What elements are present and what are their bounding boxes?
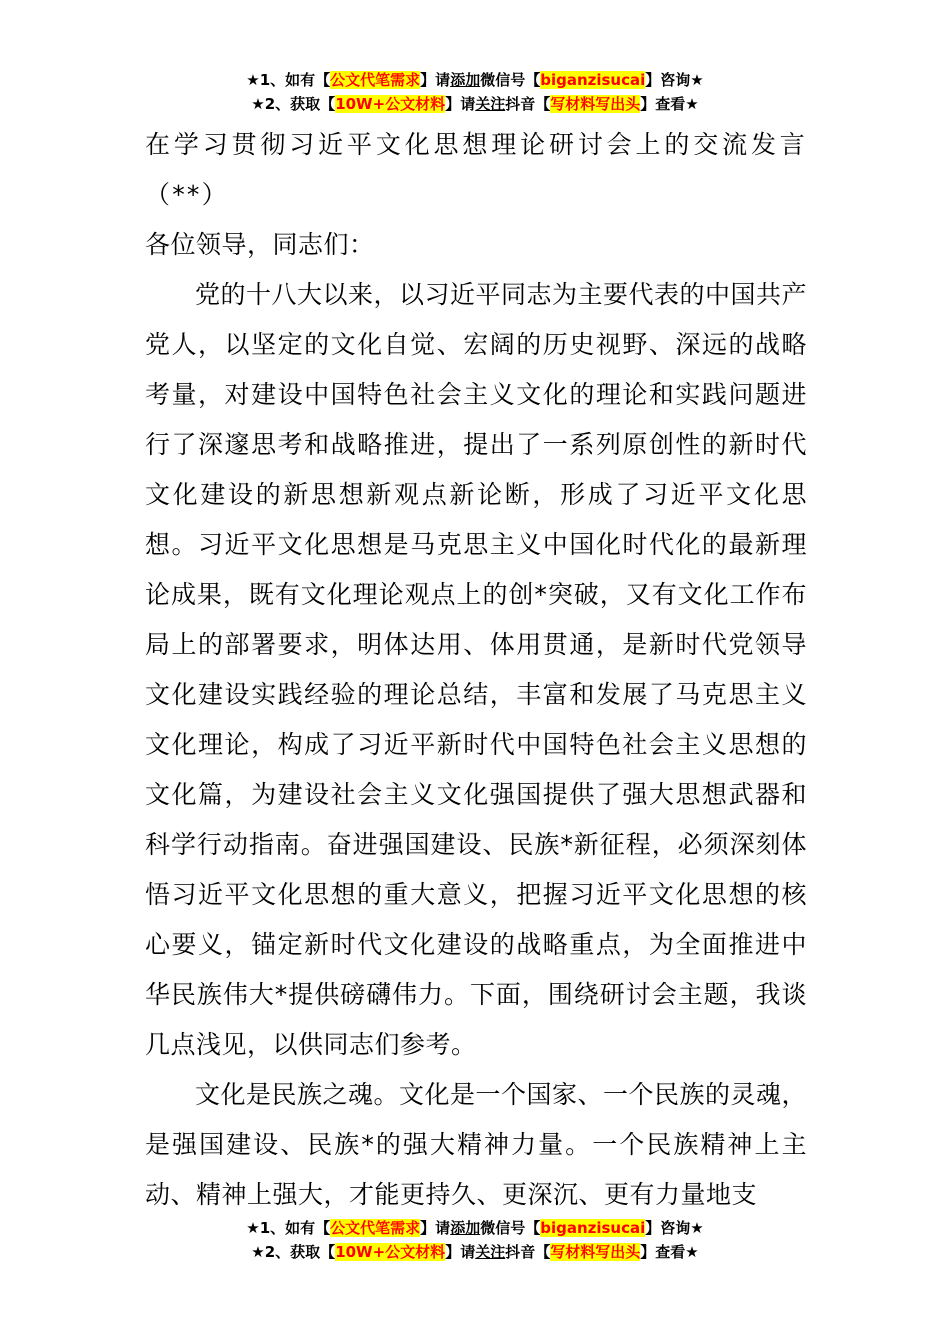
salutation: 各位领导，同志们： [145,230,375,259]
banner-text: 微信号【 [480,71,541,89]
body-paragraph-2: 文化是民族之魂。文化是一个国家、一个民族的灵魂，是强国建设、民族*的强大精神力量。一个民族精神上主动、精神上强大，才能更持久、更深沉、更有力量地支 [145,1080,808,1209]
banner-highlight-wechat-id: biganzisucai [540,1219,646,1237]
banner-highlight-wechat-id: biganzisucai [540,71,646,89]
banner-text: 】请 [420,1219,451,1237]
banner-highlight-douyin-account: 写材料写出头 [550,1243,641,1261]
banner-text: 】请 [445,95,476,113]
banner-text: ★1、如有【 [246,71,331,89]
banner-text: 抖音【 [505,95,551,113]
banner-highlight-douyin-account: 写材料写出头 [550,95,641,113]
header-banner-line-2 [0,92,950,116]
header-banner [0,68,950,116]
banner-text: 微信号【 [480,1219,541,1237]
footer-banner-line-2 [0,1240,950,1264]
banner-highlight: 公文代笔需求 [330,71,421,89]
banner-underlined-text: 关注 [475,1243,506,1261]
banner-text: ★2、获取【 [251,95,336,113]
document-body [145,120,807,1220]
banner-text: 】咨询★ [645,71,704,89]
footer-banner [0,1216,950,1264]
banner-text: 】查看★ [640,1243,699,1261]
banner-underlined-text: 添加 [450,71,481,89]
banner-text: 】查看★ [640,95,699,113]
document-title: 在学习贯彻习近平文化思想理论研讨会上的交流发言（**） [145,130,807,209]
banner-text: 】咨询★ [645,1219,704,1237]
banner-highlight: 10W+公文材料 [335,1243,446,1261]
banner-highlight: 公文代笔需求 [330,1219,421,1237]
banner-text: ★1、如有【 [246,1219,331,1237]
banner-text: 】请 [445,1243,476,1261]
banner-text: ★2、获取【 [251,1243,336,1261]
footer-banner-line-1 [0,1216,950,1240]
banner-underlined-text: 添加 [450,1219,481,1237]
banner-text: 】请 [420,71,451,89]
banner-text: 抖音【 [505,1243,551,1261]
banner-underlined-text: 关注 [475,95,506,113]
banner-highlight: 10W+公文材料 [335,95,446,113]
header-banner-line-1 [0,68,950,92]
body-paragraph-1: 党的十八大以来，以习近平同志为主要代表的中国共产党人，以坚定的文化自觉、宏阔的历史视野、深远的战略考量，对建设中国特色社会主义文化的理论和实践问题进行了深邃思考和战略推进，提出了一系列原创性的新时代文化建设的新思想新观点新论断，形成了习近平文化思想。习近平文化思想是马克思主义中国化时代化的最新理论成果，既有文化理论观点上的创*突破，又有文化工作布局上的部署要求，明体达用、体用贯通，是新时代党领导文化建设实践经验的理论总结，丰富和发展了马克思主义文化理论，构成了习近平新时代中国特色社会主义思想的文化篇，为建设社会主义文化强国提供了强大思想武器和科学行动指南。奋进强国建设、民族*新征程，必须深刻体悟习近平文化思想的重大意义，把握习近平文化思想的核心要义，锚定新时代文化建设的战略重点，为全面推进中华民族伟大*提供磅礴伟力。下面，围绕研讨会主题，我谈几点浅见，以供同志们参考。 [145,280,808,1059]
